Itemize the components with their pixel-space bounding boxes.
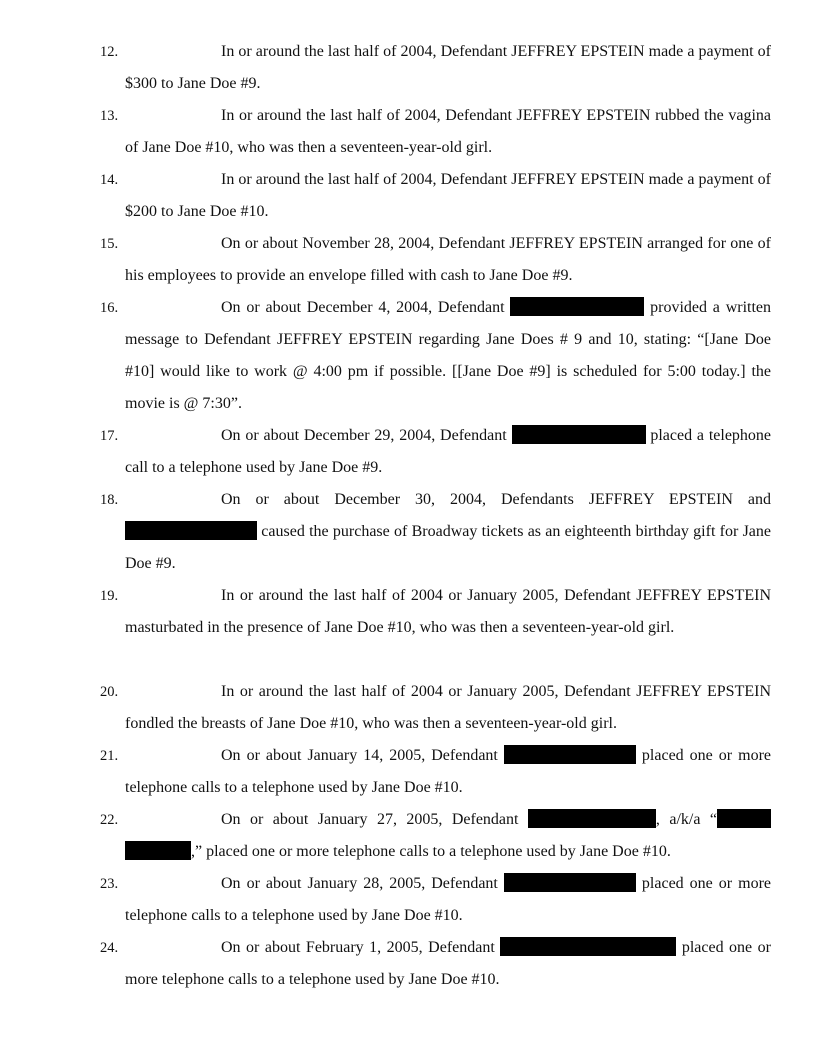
redaction-bar [500, 937, 676, 956]
paragraph-number: 23. [100, 876, 119, 892]
paragraph-number: 19. [100, 588, 119, 604]
paragraph-text: On or about January 14, 2005, Defendant placed one or more telephone calls to a telephone used by Jane Doe #10. [125, 747, 772, 796]
paragraph-text: In or around the last half of 2004, Defendant JEFFREY EPSTEIN made a payment of $300 to Jane Doe #9. [125, 43, 771, 92]
paragraph-text: In or around the last half of 2004, Defendant JEFFREY EPSTEIN rubbed the vagina of Jane Doe #10, who was then a seventeen-year-old girl. [125, 107, 771, 156]
paragraph-number: 20. [100, 684, 119, 700]
redaction-bar [717, 809, 771, 828]
paragraph-text: On or about February 1, 2005, Defendant placed one or more telephone calls to a telephone used by Jane Doe #10. [125, 939, 771, 988]
paragraph-number: 24. [100, 940, 119, 956]
paragraph-number: 22. [100, 812, 119, 828]
paragraph-number: 14. [100, 172, 119, 188]
paragraph-number: 18. [100, 492, 119, 508]
paragraph-text: In or around the last half of 2004 or January 2005, Defendant JEFFREY EPSTEIN masturbated in the presence of Jane Doe #10, who was then a seventeen-year-old girl. [125, 587, 771, 636]
paragraph-number: 17. [100, 428, 119, 444]
redaction-bar [125, 521, 257, 540]
paragraph-text: On or about December 30, 2004, Defendants JEFFREY EPSTEIN and caused the purchase of Broadway tickets as an eighteenth birthday gift for Jane Doe #9. [125, 491, 772, 572]
redaction-bar [125, 841, 191, 860]
paragraph-number: 21. [100, 748, 119, 764]
paragraph-text: In or around the last half of 2004 or January 2005, Defendant JEFFREY EPSTEIN fondled the breasts of Jane Doe #10, who was then a seventeen-year-old girl. [125, 683, 771, 732]
paragraph-number: 13. [100, 108, 119, 124]
paragraph-text: On or about December 4, 2004, Defendant provided a written message to Defendant JEFFREY EPSTEIN regarding Jane Does # 9 and 10, stating: “[Jane Doe #10] would like to work @ 4:00 pm if possible. [[Jane Doe #9] is scheduled for 5:00 today.] the movie is @ 7:30”. [125, 299, 772, 412]
redaction-bar [528, 809, 656, 828]
paragraph-number: 16. [100, 300, 119, 316]
redaction-bar [504, 745, 636, 764]
paragraph-text: On or about January 28, 2005, Defendant placed one or more telephone calls to a telephone used by Jane Doe #10. [125, 875, 772, 924]
paragraph-text: On or about January 27, 2005, Defendant , a/k/a “ ,” placed one or more telephone calls to a telephone used by Jane Doe #10. [125, 804, 771, 868]
paragraph-number: 15. [100, 236, 119, 252]
redaction-bar [512, 425, 646, 444]
paragraph-number: 12. [100, 44, 119, 60]
paragraph-text: On or about November 28, 2004, Defendant JEFFREY EPSTEIN arranged for one of his employees to provide an envelope filled with cash to Jane Doe #9. [125, 235, 771, 284]
paragraph-text: On or about December 29, 2004, Defendant placed a telephone call to a telephone used by Jane Doe #9. [125, 427, 772, 476]
paragraph-text: In or around the last half of 2004, Defendant JEFFREY EPSTEIN made a payment of $200 to Jane Doe #10. [125, 171, 771, 220]
redaction-bar [510, 297, 644, 316]
redaction-bar [504, 873, 636, 892]
